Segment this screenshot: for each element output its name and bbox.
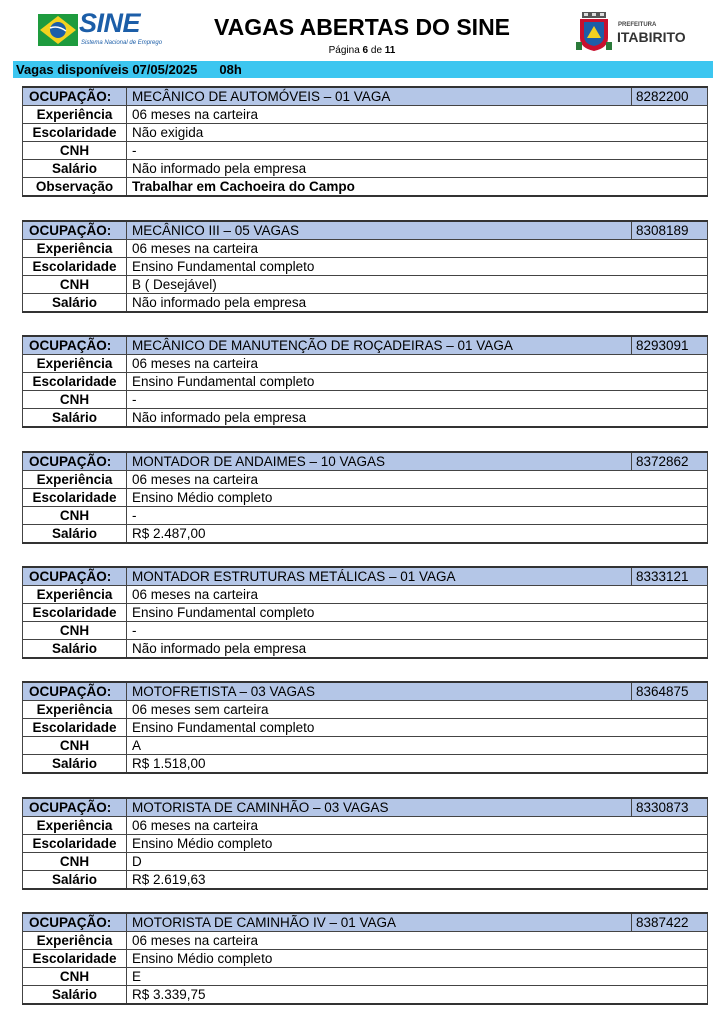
job-header-row bbox=[23, 682, 708, 701]
field-value: - bbox=[127, 507, 708, 525]
job-header-row bbox=[23, 221, 708, 240]
field-label: CNH bbox=[23, 276, 127, 294]
field-label: Experiência bbox=[23, 240, 127, 258]
job-table bbox=[22, 451, 708, 544]
job-detail-row bbox=[23, 525, 708, 544]
field-label: Escolaridade bbox=[23, 489, 127, 507]
sine-subtitle: Sistema Nacional de Emprego bbox=[81, 40, 163, 46]
ocupacao-label: OCUPAÇÃO: bbox=[23, 682, 127, 701]
page-total: 11 bbox=[384, 45, 396, 56]
page-of: de bbox=[370, 45, 383, 56]
job-header-row bbox=[23, 798, 708, 817]
job-detail-row bbox=[23, 871, 708, 890]
job-header-row bbox=[23, 567, 708, 586]
field-label: Salário bbox=[23, 160, 127, 178]
job-title: MOTOFRETISTA – 03 VAGAS bbox=[127, 682, 632, 701]
field-label: Experiência bbox=[23, 106, 127, 124]
field-label: Experiência bbox=[23, 701, 127, 719]
job-detail-row bbox=[23, 258, 708, 276]
field-label: Experiência bbox=[23, 471, 127, 489]
job-table bbox=[22, 797, 708, 890]
job-title: MOTORISTA DE CAMINHÃO IV – 01 VAGA bbox=[127, 913, 632, 932]
field-label: Escolaridade bbox=[23, 835, 127, 853]
field-label: Escolaridade bbox=[23, 950, 127, 968]
job-detail-row bbox=[23, 932, 708, 950]
field-label: Escolaridade bbox=[23, 373, 127, 391]
field-label: Experiência bbox=[23, 586, 127, 604]
prefeitura-logo bbox=[576, 12, 692, 54]
ocupacao-label: OCUPAÇÃO: bbox=[23, 336, 127, 355]
field-label: CNH bbox=[23, 737, 127, 755]
field-value: Não informado pela empresa bbox=[127, 160, 708, 178]
field-value: Não exigida bbox=[127, 124, 708, 142]
field-value: B ( Desejável) bbox=[127, 276, 708, 294]
city-crest-icon bbox=[576, 12, 612, 52]
page-prefix: Página bbox=[328, 45, 360, 56]
field-value: R$ 3.339,75 bbox=[127, 986, 708, 1005]
job-table bbox=[22, 912, 708, 1005]
job-title: MONTADOR ESTRUTURAS METÁLICAS – 01 VAGA bbox=[127, 567, 632, 586]
field-value: Ensino Médio completo bbox=[127, 950, 708, 968]
job-code: 8308189 bbox=[632, 221, 708, 240]
job-detail-row bbox=[23, 755, 708, 774]
field-value: 06 meses na carteira bbox=[127, 106, 708, 124]
job-header-row bbox=[23, 452, 708, 471]
job-detail-row bbox=[23, 489, 708, 507]
field-label: Experiência bbox=[23, 355, 127, 373]
job-title: MONTADOR DE ANDAIMES – 10 VAGAS bbox=[127, 452, 632, 471]
ocupacao-label: OCUPAÇÃO: bbox=[23, 913, 127, 932]
job-header-row bbox=[23, 336, 708, 355]
field-value: Ensino Médio completo bbox=[127, 835, 708, 853]
job-title: MOTORISTA DE CAMINHÃO – 03 VAGAS bbox=[127, 798, 632, 817]
job-code: 8364875 bbox=[632, 682, 708, 701]
job-table bbox=[22, 220, 708, 313]
job-header-row bbox=[23, 913, 708, 932]
job-code: 8293091 bbox=[632, 336, 708, 355]
field-value: Não informado pela empresa bbox=[127, 640, 708, 659]
job-table bbox=[22, 335, 708, 428]
ocupacao-label: OCUPAÇÃO: bbox=[23, 87, 127, 106]
field-value: R$ 2.619,63 bbox=[127, 871, 708, 890]
job-detail-row bbox=[23, 586, 708, 604]
field-label: CNH bbox=[23, 507, 127, 525]
field-value: 06 meses na carteira bbox=[127, 471, 708, 489]
job-detail-row bbox=[23, 276, 708, 294]
field-label: Salário bbox=[23, 294, 127, 313]
job-detail-row bbox=[23, 719, 708, 737]
field-label: CNH bbox=[23, 853, 127, 871]
field-label: Experiência bbox=[23, 817, 127, 835]
job-detail-row bbox=[23, 294, 708, 313]
field-value: - bbox=[127, 391, 708, 409]
date-bar bbox=[13, 61, 713, 78]
field-value: Não informado pela empresa bbox=[127, 294, 708, 313]
field-label: CNH bbox=[23, 622, 127, 640]
field-value: Ensino Fundamental completo bbox=[127, 373, 708, 391]
job-detail-row bbox=[23, 240, 708, 258]
job-detail-row bbox=[23, 391, 708, 409]
field-value: 06 meses na carteira bbox=[127, 240, 708, 258]
ocupacao-label: OCUPAÇÃO: bbox=[23, 452, 127, 471]
job-detail-row bbox=[23, 604, 708, 622]
job-detail-row bbox=[23, 471, 708, 489]
field-label: Escolaridade bbox=[23, 719, 127, 737]
job-detail-row bbox=[23, 507, 708, 525]
job-detail-row bbox=[23, 737, 708, 755]
job-table bbox=[22, 566, 708, 659]
field-value: Ensino Fundamental completo bbox=[127, 719, 708, 737]
job-detail-row bbox=[23, 817, 708, 835]
job-detail-row bbox=[23, 373, 708, 391]
job-detail-row bbox=[23, 106, 708, 124]
job-detail-row bbox=[23, 986, 708, 1005]
job-detail-row bbox=[23, 622, 708, 640]
sine-logo-text: SINE bbox=[79, 8, 141, 38]
job-title: MECÂNICO III – 05 VAGAS bbox=[127, 221, 632, 240]
field-label: Escolaridade bbox=[23, 258, 127, 276]
field-value: Ensino Médio completo bbox=[127, 489, 708, 507]
field-value: R$ 1.518,00 bbox=[127, 755, 708, 774]
field-value: Ensino Fundamental completo bbox=[127, 604, 708, 622]
field-value: Trabalhar em Cachoeira do Campo bbox=[127, 178, 708, 197]
job-header-row bbox=[23, 87, 708, 106]
job-detail-row bbox=[23, 853, 708, 871]
ocupacao-label: OCUPAÇÃO: bbox=[23, 798, 127, 817]
field-label: Observação bbox=[23, 178, 127, 197]
job-table bbox=[22, 86, 708, 197]
job-detail-row bbox=[23, 701, 708, 719]
job-code: 8387422 bbox=[632, 913, 708, 932]
field-value: A bbox=[127, 737, 708, 755]
field-label: Salário bbox=[23, 871, 127, 890]
field-label: CNH bbox=[23, 142, 127, 160]
page-header bbox=[0, 0, 724, 62]
page-current: 6 bbox=[362, 45, 369, 56]
job-detail-row bbox=[23, 160, 708, 178]
field-label: Salário bbox=[23, 986, 127, 1005]
field-value: 06 meses na carteira bbox=[127, 932, 708, 950]
date-label: Vagas disponíveis 07/05/2025 bbox=[16, 62, 198, 77]
job-detail-row bbox=[23, 142, 708, 160]
field-value: 06 meses na carteira bbox=[127, 355, 708, 373]
job-title: MECÂNICO DE AUTOMÓVEIS – 01 VAGA bbox=[127, 87, 632, 106]
field-label: Escolaridade bbox=[23, 124, 127, 142]
prefeitura-label: PREFEITURA bbox=[618, 22, 657, 28]
job-code: 8333121 bbox=[632, 567, 708, 586]
field-label: Salário bbox=[23, 409, 127, 428]
field-value: 06 meses na carteira bbox=[127, 586, 708, 604]
job-detail-row bbox=[23, 355, 708, 373]
field-label: Salário bbox=[23, 525, 127, 544]
job-detail-row bbox=[23, 640, 708, 659]
field-value: Ensino Fundamental completo bbox=[127, 258, 708, 276]
field-value: 06 meses sem carteira bbox=[127, 701, 708, 719]
job-code: 8330873 bbox=[632, 798, 708, 817]
page-title: VAGAS ABERTAS DO SINE bbox=[213, 14, 511, 40]
field-label: Salário bbox=[23, 640, 127, 659]
prefeitura-city: ITABIRITO bbox=[617, 29, 686, 45]
field-label: CNH bbox=[23, 391, 127, 409]
field-label: Escolaridade bbox=[23, 604, 127, 622]
field-label: Salário bbox=[23, 755, 127, 774]
job-detail-row bbox=[23, 950, 708, 968]
job-detail-row bbox=[23, 409, 708, 428]
job-detail-row bbox=[23, 968, 708, 986]
job-title: MECÂNICO DE MANUTENÇÃO DE ROÇADEIRAS – 01 VAGA bbox=[127, 336, 632, 355]
date-time: 08h bbox=[219, 62, 242, 77]
field-value: 06 meses na carteira bbox=[127, 817, 708, 835]
job-code: 8282200 bbox=[632, 87, 708, 106]
job-detail-row bbox=[23, 178, 708, 197]
field-value: - bbox=[127, 142, 708, 160]
job-code: 8372862 bbox=[632, 452, 708, 471]
field-value: Não informado pela empresa bbox=[127, 409, 708, 428]
field-value: R$ 2.487,00 bbox=[127, 525, 708, 544]
field-value: D bbox=[127, 853, 708, 871]
ocupacao-label: OCUPAÇÃO: bbox=[23, 567, 127, 586]
job-detail-row bbox=[23, 124, 708, 142]
ocupacao-label: OCUPAÇÃO: bbox=[23, 221, 127, 240]
field-value: E bbox=[127, 968, 708, 986]
job-table bbox=[22, 681, 708, 774]
field-value: - bbox=[127, 622, 708, 640]
field-label: CNH bbox=[23, 968, 127, 986]
job-detail-row bbox=[23, 835, 708, 853]
field-label: Experiência bbox=[23, 932, 127, 950]
